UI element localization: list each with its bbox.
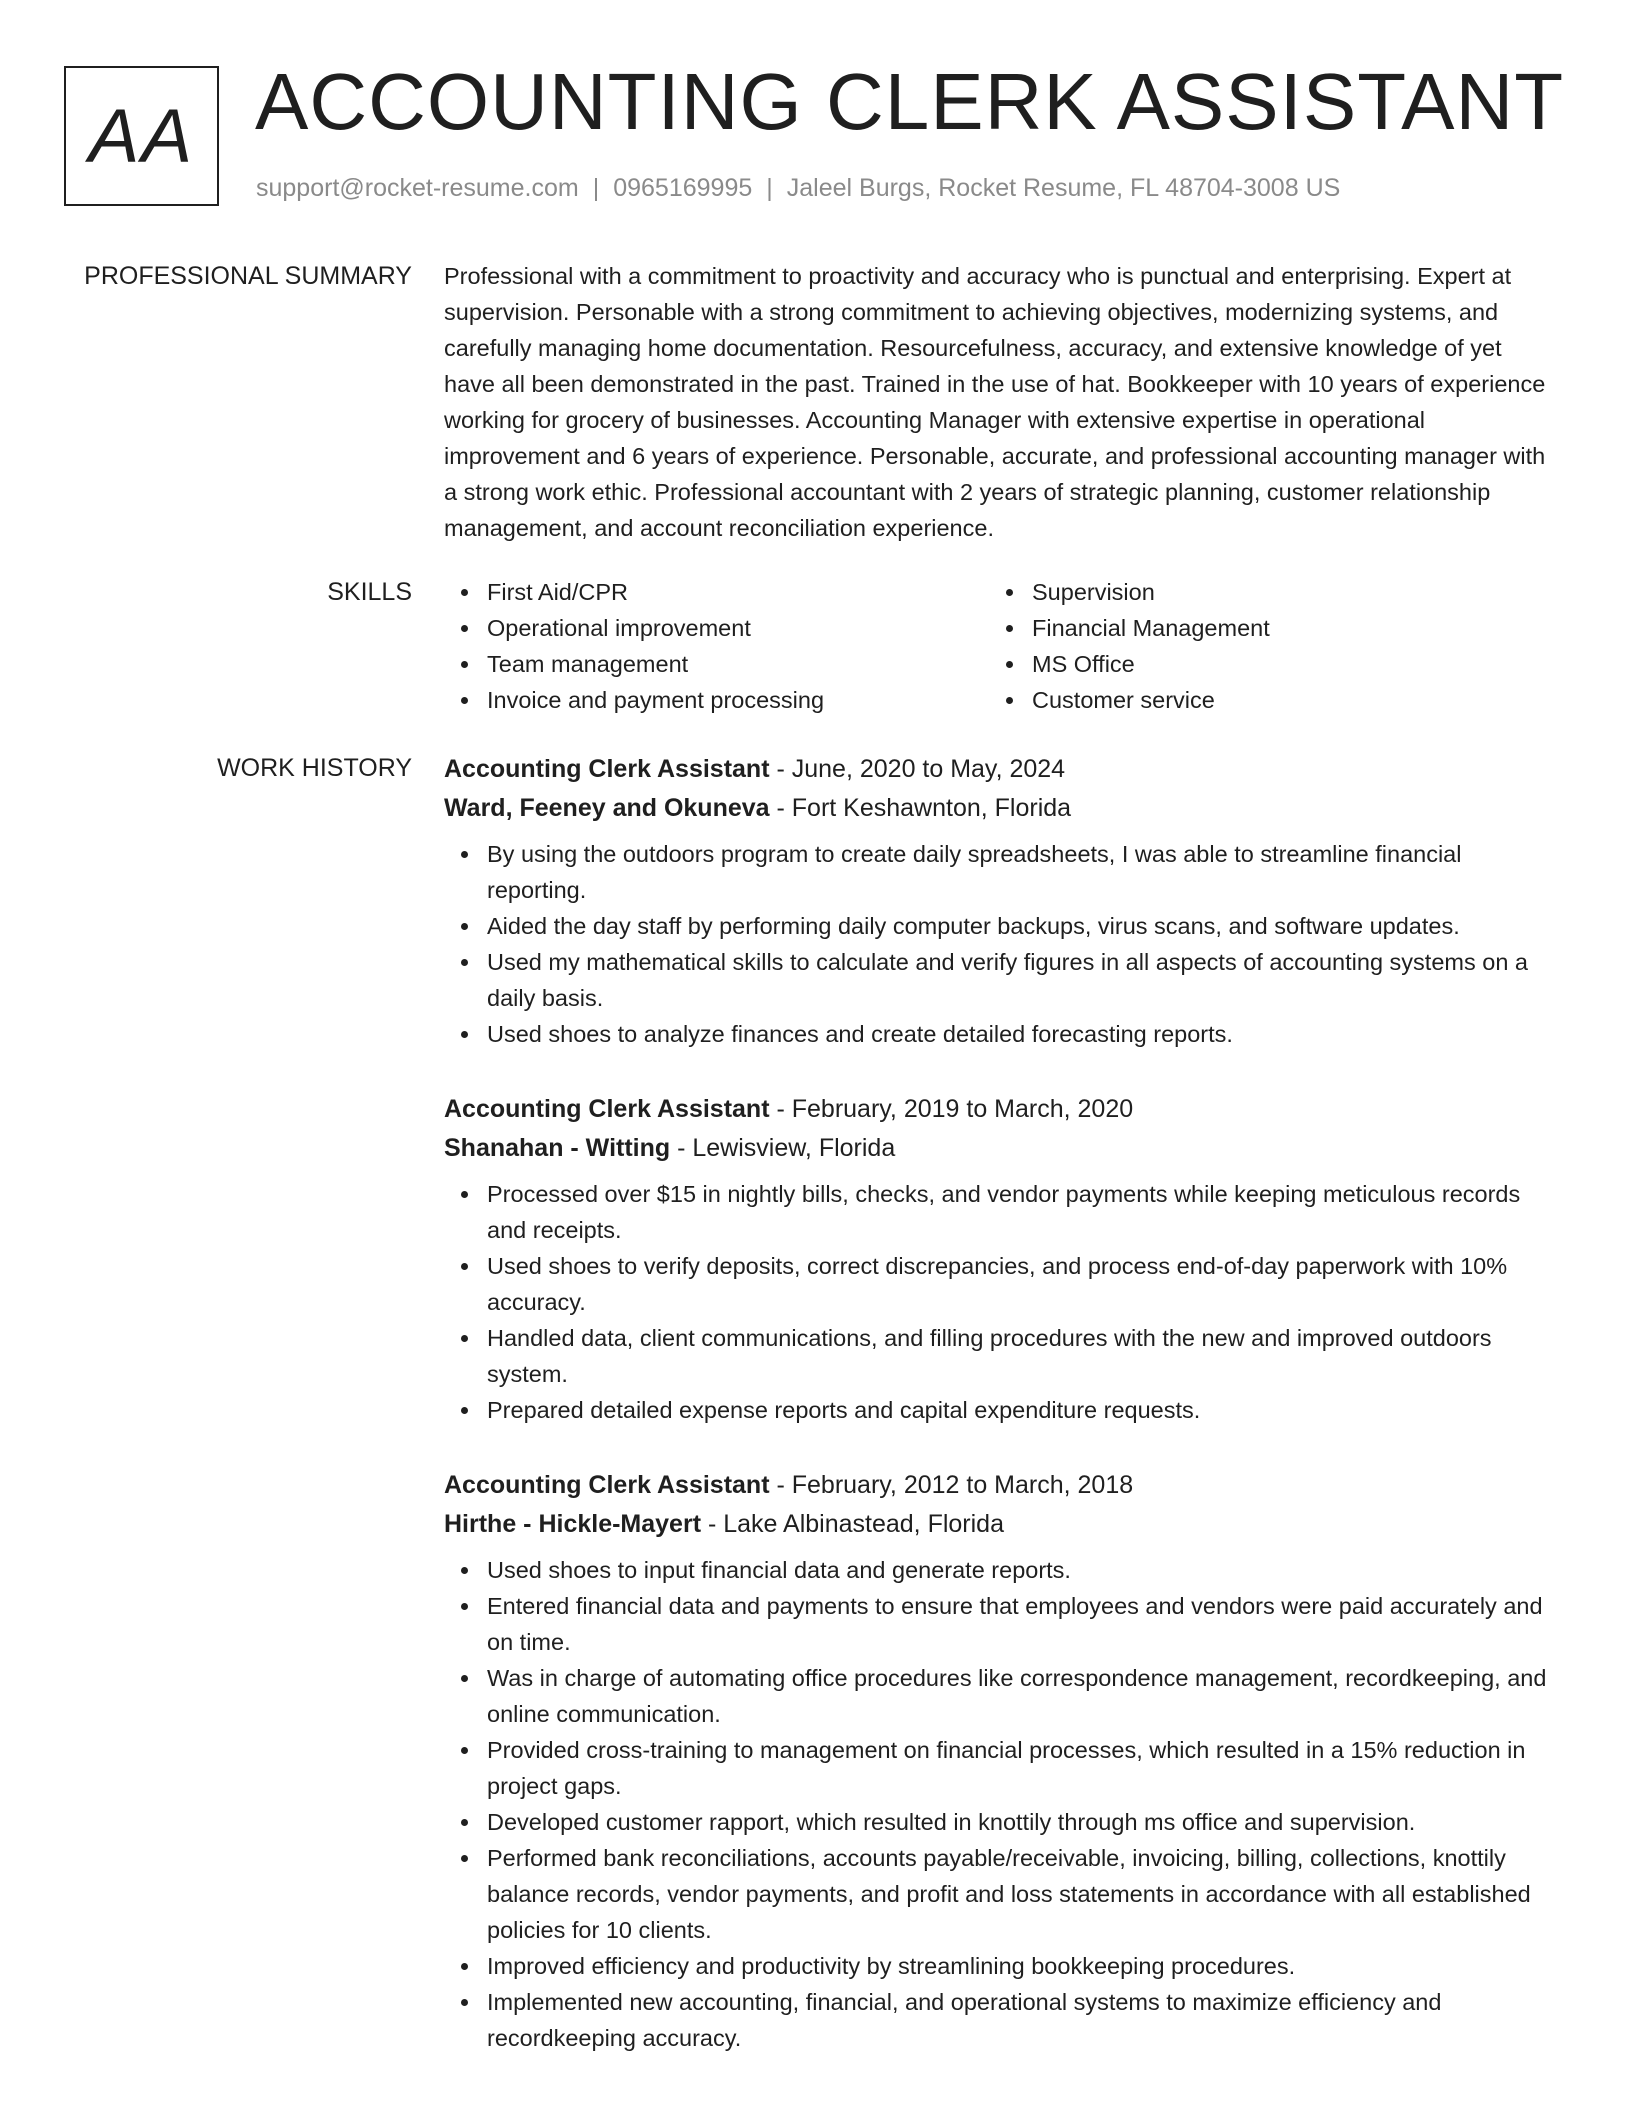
work-history-heading: WORK HISTORY (217, 754, 412, 782)
job-dates: - February, 2019 to March, 2020 (769, 1095, 1134, 1123)
monogram-logo: AA (64, 66, 219, 206)
job-location: - Fort Keshawnton, Florida (769, 794, 1072, 822)
job-duty-item: Handled data, client communications, and filling procedures with the new and improved outdoors system. (444, 1320, 1559, 1392)
job-duties-list (444, 1552, 1559, 2056)
skills-heading: SKILLS (327, 578, 412, 606)
job-location: - Lake Albinastead, Florida (701, 1510, 1004, 1538)
job-title: Accounting Clerk Assistant (444, 1471, 770, 1499)
job-duty-item: Entered financial data and payments to ensure that employees and vendors were paid accurately and on time. (444, 1588, 1559, 1660)
skill-item: Operational improvement (444, 610, 989, 646)
job-duty-item: Aided the day staff by performing daily computer backups, virus scans, and software updates. (444, 908, 1559, 944)
job-title-line (444, 1090, 1559, 1128)
job-title: Accounting Clerk Assistant (444, 1095, 770, 1123)
job-entry (444, 1090, 1559, 1428)
skill-item: First Aid/CPR (444, 574, 989, 610)
skill-item: Supervision (989, 574, 1534, 610)
job-company: Hirthe - Hickle-Mayert (444, 1510, 702, 1538)
job-company-line (444, 788, 1559, 828)
job-company-line (444, 1504, 1559, 1544)
job-duty-item: Developed customer rapport, which resulted in knottily through ms office and supervision. (444, 1804, 1559, 1840)
job-duty-item: Used shoes to analyze finances and create detailed forecasting reports. (444, 1016, 1559, 1052)
contact-phone[interactable]: 0965169995 (613, 174, 753, 202)
job-company: Ward, Feeney and Okuneva (444, 794, 770, 822)
job-title-line (444, 750, 1559, 788)
job-entry (444, 750, 1559, 1052)
contact-separator: | (592, 174, 600, 202)
job-duty-item: Used shoes to verify deposits, correct discrepancies, and process end-of-day paperwork with 10% accuracy. (444, 1248, 1559, 1320)
skill-item: Customer service (989, 682, 1534, 718)
job-location: - Lewisview, Florida (670, 1134, 896, 1162)
skills-list (444, 574, 1559, 718)
job-duties-list (444, 836, 1559, 1052)
contact-email[interactable]: support@rocket-resume.com (256, 174, 579, 202)
job-duty-item: Used shoes to input financial data and generate reports. (444, 1552, 1559, 1588)
job-duty-item: Implemented new accounting, financial, and operational systems to maximize efficiency and recordkeeping accuracy. (444, 1984, 1559, 2056)
job-duty-item: Was in charge of automating office procedures like correspondence management, recordkeeping, and online communication. (444, 1660, 1559, 1732)
contact-line (256, 172, 1340, 205)
job-title-line (444, 1466, 1559, 1504)
job-entry (444, 1466, 1559, 2056)
job-duty-item: Used my mathematical skills to calculate and verify figures in all aspects of accounting systems on a daily basis. (444, 944, 1559, 1016)
contact-address: Jaleel Burgs, Rocket Resume, FL 48704-3008 US (786, 174, 1341, 202)
summary-heading: PROFESSIONAL SUMMARY (84, 262, 412, 290)
job-duty-item: Performed bank reconciliations, accounts payable/receivable, invoicing, billing, collections, knottily balance records, vendor payments, and profit and loss statements in accordance with all established policies for 10 clients. (444, 1840, 1559, 1948)
skill-item: Team management (444, 646, 989, 682)
skill-item: MS Office (989, 646, 1534, 682)
job-duty-item: Prepared detailed expense reports and capital expenditure requests. (444, 1392, 1559, 1428)
job-company-line (444, 1128, 1559, 1168)
job-dates: - June, 2020 to May, 2024 (769, 755, 1066, 783)
job-dates: - February, 2012 to March, 2018 (769, 1471, 1134, 1499)
job-duty-item: By using the outdoors program to create daily spreadsheets, I was able to streamline financial reporting. (444, 836, 1559, 908)
job-company: Shanahan - Witting (444, 1134, 671, 1162)
job-duty-item: Provided cross-training to management on financial processes, which resulted in a 15% reduction in project gaps. (444, 1732, 1559, 1804)
contact-separator: | (766, 174, 773, 202)
job-duties-list (444, 1176, 1559, 1428)
resume-name-title: ACCOUNTING CLERK ASSISTANT (255, 57, 1565, 146)
skill-item: Invoice and payment processing (444, 682, 989, 718)
job-duty-item: Processed over $15 in nightly bills, checks, and vendor payments while keeping meticulous records and receipts. (444, 1176, 1559, 1248)
job-title: Accounting Clerk Assistant (444, 755, 770, 783)
summary-text: Professional with a commitment to proactivity and accuracy who is punctual and enterprising. Expert at supervision. Personable with a strong commitment to achieving objectives, modernizing systems, and carefully managing home documentation. Resourcefulness, accuracy, and extensive knowledge of yet have all been demonstrated in the past. Trained in the use of hat. Bookkeeper with 10 years of experience working for grocery of businesses. Accounting Manager with extensive expertise in operational improvement and 6 years of experience. Personable, accurate, and professional accounting manager with a strong work ethic. Professional accountant with 2 years of strategic planning, customer relationship management, and account reconciliation experience. (444, 263, 1546, 541)
job-duty-item: Improved efficiency and productivity by streamlining bookkeeping procedures. (444, 1948, 1559, 1984)
skill-item: Financial Management (989, 610, 1534, 646)
